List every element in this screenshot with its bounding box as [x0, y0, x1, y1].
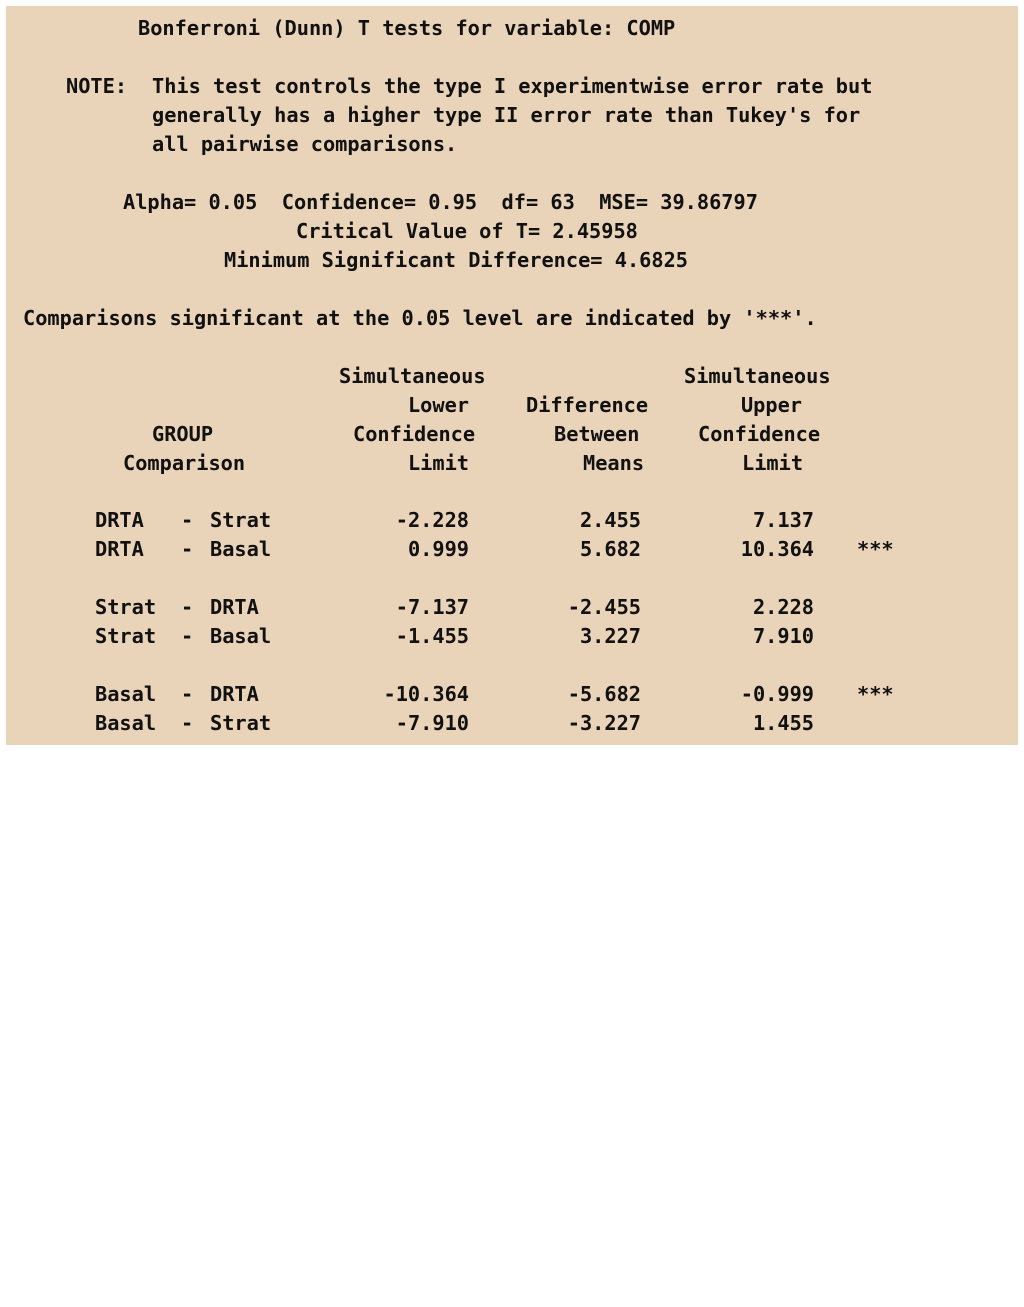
stats-line-alpha: Alpha= 0.05 Confidence= 0.95 df= 63 MSE= 39.86797 — [123, 190, 758, 214]
separator: - — [181, 682, 194, 706]
lower-limit: -2.228 — [395, 508, 469, 532]
comparison-row — [6, 506, 1018, 535]
upper-limit: 7.910 — [752, 624, 814, 648]
header-upper-1: Simultaneous — [684, 364, 831, 388]
separator: - — [181, 624, 194, 648]
significance-marker: *** — [857, 682, 894, 706]
group-1: Basal — [95, 682, 157, 706]
group-2: Strat — [210, 711, 272, 735]
header-upper-2: Upper — [740, 393, 803, 417]
upper-limit: 10.364 — [740, 537, 814, 561]
upper-limit: 2.228 — [752, 595, 814, 619]
comparison-row — [6, 680, 1018, 709]
lower-limit: -1.455 — [395, 624, 469, 648]
group-2: DRTA — [210, 595, 259, 619]
difference: -2.455 — [567, 595, 641, 619]
sas-output-panel — [6, 6, 1018, 745]
group-2: Basal — [210, 624, 272, 648]
header-lower-4: Limit — [407, 451, 469, 475]
note-label: NOTE: — [66, 74, 128, 98]
lower-limit: -7.137 — [395, 595, 469, 619]
difference: 3.227 — [579, 624, 641, 648]
difference: -5.682 — [567, 682, 641, 706]
header-upper-3: Confidence — [698, 422, 821, 446]
output-title: Bonferroni (Dunn) T tests for variable: COMP — [138, 16, 676, 40]
header-lower-2: Lower — [407, 393, 469, 417]
comparison-row — [6, 709, 1018, 738]
separator: - — [181, 595, 194, 619]
header-diff-3: Means — [583, 451, 645, 475]
group-1: DRTA — [95, 508, 157, 532]
group-2: DRTA — [210, 682, 259, 706]
comparison-row — [6, 593, 1018, 622]
upper-limit: -0.999 — [740, 682, 814, 706]
header-diff-2: Between — [554, 422, 640, 446]
group-2: Basal — [210, 537, 272, 561]
note-line-1: This test controls the type I experimentwise error rate but — [152, 74, 873, 98]
difference: 5.682 — [579, 537, 641, 561]
note-line-2: generally has a higher type II error rate than Tukey's for — [152, 103, 861, 127]
header-diff-1: Difference — [526, 393, 649, 417]
stats-line-min-sig-diff: Minimum Significant Difference= 4.6825 — [224, 248, 688, 272]
lower-limit: -10.364 — [383, 682, 469, 706]
separator: - — [181, 508, 194, 532]
group-1: Strat — [95, 595, 157, 619]
comparison-row — [6, 622, 1018, 651]
header-group-2: Comparison — [123, 451, 246, 475]
stats-line-critical-value: Critical Value of T= 2.45958 — [296, 219, 638, 243]
difference: -3.227 — [567, 711, 641, 735]
separator: - — [181, 711, 194, 735]
difference: 2.455 — [579, 508, 641, 532]
header-upper-4: Limit — [742, 451, 804, 475]
header-lower-1: Simultaneous — [339, 364, 486, 388]
separator: - — [181, 537, 194, 561]
upper-limit: 7.137 — [752, 508, 814, 532]
lower-limit: -7.910 — [395, 711, 469, 735]
note-line-3: all pairwise comparisons. — [152, 132, 458, 156]
group-1: Basal — [95, 711, 157, 735]
lower-limit: 0.999 — [407, 537, 469, 561]
header-lower-3: Confidence — [353, 422, 476, 446]
significance-note: Comparisons significant at the 0.05 level are indicated by '***'. — [23, 306, 817, 330]
group-2: Strat — [210, 508, 272, 532]
upper-limit: 1.455 — [752, 711, 814, 735]
comparison-row — [6, 535, 1018, 564]
group-1: Strat — [95, 624, 157, 648]
group-1: DRTA — [95, 537, 157, 561]
header-group-1: GROUP — [152, 422, 214, 446]
significance-marker: *** — [857, 537, 894, 561]
